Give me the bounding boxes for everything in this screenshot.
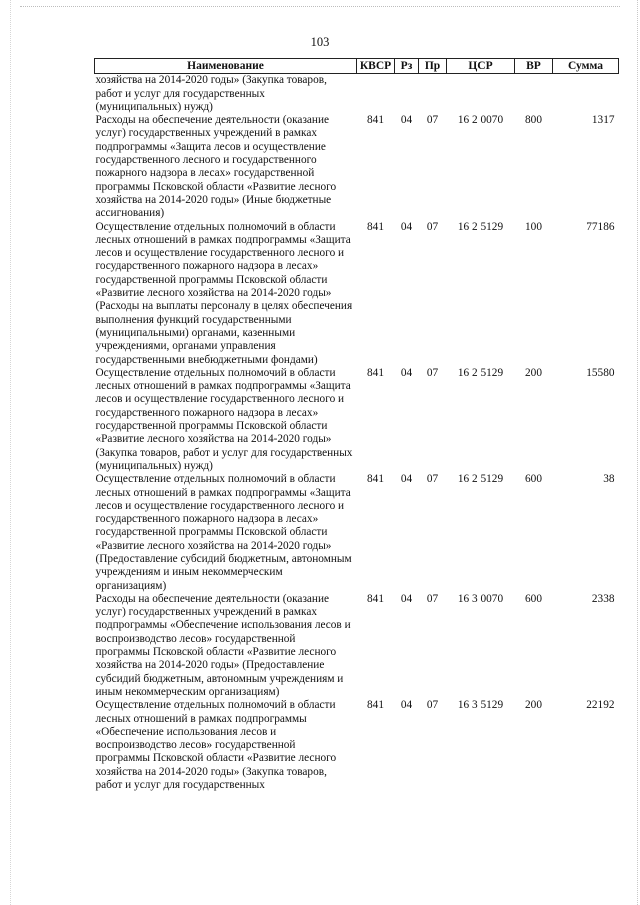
row-pr: 07	[426, 114, 439, 127]
row-vr: 600	[525, 473, 542, 486]
row-vr: 200	[525, 366, 542, 379]
row-kvsr: 841	[367, 114, 384, 127]
row-kvsr	[357, 74, 395, 114]
row-vr: 200	[525, 699, 542, 712]
row-name: Осуществление отдельных полномочий в области лесных отношений в рамках подпрограммы «Обеспечение использования лесов и воспроизводство лесов» государственной программы Псковской области «Развитие лесного хозяйства на 2014-2020 годы» (Закупка товаров, работ и услуг для государственных	[95, 699, 337, 792]
table-row	[95, 367, 619, 473]
row-kvsr: 841	[367, 699, 384, 712]
table-row	[95, 473, 619, 593]
row-kvsr: 841	[367, 592, 384, 605]
row-csr: 16 3 0070	[457, 592, 504, 605]
table-row	[95, 74, 619, 114]
row-csr: 16 3 5129	[457, 699, 504, 712]
row-pr: 07	[426, 220, 439, 233]
row-pr: 07	[426, 473, 439, 486]
row-vr: 100	[525, 220, 542, 233]
row-rz: 04	[400, 592, 413, 605]
page-number: 103	[310, 35, 330, 49]
row-kvsr: 841	[367, 220, 384, 233]
row-sum: 1317	[591, 114, 615, 127]
table-row	[95, 221, 619, 367]
row-pr: 07	[426, 699, 439, 712]
row-rz: 04	[400, 114, 413, 127]
row-sum: 22192	[586, 699, 615, 712]
scan-edge-top	[20, 6, 620, 7]
header-kvsr: КВСР	[357, 59, 395, 74]
row-csr	[447, 74, 515, 114]
row-name: Расходы на обеспечение деятельности (оказание услуг) государственных учреждений в рамках подпрограммы «Обеспечение использования лесов и воспроизводство лесов» государственной программы Псковской области «Развитие лесного хозяйства на 2014-2020 годы» (Предоставление субсидий бюджетным, автономным учреждениям и иным некоммерческим организациям)	[95, 592, 351, 698]
header-vr: ВР	[515, 59, 553, 74]
table-row	[95, 114, 619, 220]
row-kvsr: 841	[367, 366, 384, 379]
row-name: Осуществление отдельных полномочий в области лесных отношений в рамках подпрограммы «Защита лесов и осуществление государственного лесного и государственного пожарного надзора в лесах» государственной программы Псковской области «Развитие лесного хозяйства на 2014-2020 годы» (Закупка товаров, работ и услуг для государственных (муниципальных) нужд)	[95, 366, 353, 472]
row-rz: 04	[400, 220, 413, 233]
row-csr: 16 2 5129	[457, 366, 504, 379]
row-sum: 15580	[586, 366, 615, 379]
row-csr: 16 2 5129	[457, 220, 504, 233]
row-vr	[515, 74, 553, 114]
row-sum	[553, 74, 619, 114]
row-sum: 38	[603, 473, 615, 486]
row-rz: 04	[400, 473, 413, 486]
table-row	[95, 699, 619, 792]
row-rz	[395, 74, 419, 114]
row-vr: 600	[525, 592, 542, 605]
row-vr: 800	[525, 114, 542, 127]
row-sum: 77186	[586, 220, 615, 233]
row-name: хозяйства на 2014-2020 годы» (Закупка товаров, работ и услуг для государственных (муниципальных) нужд)	[95, 74, 327, 113]
header-rz: Рз	[395, 59, 419, 74]
header-pr: Пр	[419, 59, 447, 74]
header-csr: ЦСР	[447, 59, 515, 74]
scan-edge-left	[10, 0, 11, 905]
row-rz: 04	[400, 699, 413, 712]
row-name: Осуществление отдельных полномочий в области лесных отношений в рамках подпрограммы «Защита лесов и осуществление государственного лесного и государственного пожарного надзора в лесах» государственной программы Псковской области «Развитие лесного хозяйства на 2014-2020 годы» (Предоставление субсидий бюджетным, автономным учреждениям и иным некоммерческим организациям)	[95, 473, 352, 592]
row-name: Осуществление отдельных полномочий в области лесных отношений в рамках подпрограммы «Защита лесов и осуществление государственного лесного и государственного пожарного надзора в лесах» государственной программы Псковской области «Развитие лесного хозяйства на 2014-2020 годы» (Расходы на выплаты персоналу в целях обеспечения выполнения функций государственными (муниципальными) органами, казенными учреждениями, органами управления государственными внебюджетными фондами)	[95, 220, 353, 366]
budget-table	[94, 58, 619, 792]
row-csr: 16 2 0070	[457, 114, 504, 127]
row-rz: 04	[400, 366, 413, 379]
row-pr	[419, 74, 447, 114]
table-row	[95, 593, 619, 699]
row-pr: 07	[426, 366, 439, 379]
scan-edge-right	[637, 0, 638, 905]
row-csr: 16 2 5129	[457, 473, 504, 486]
header-name: Наименование	[95, 59, 357, 74]
row-pr: 07	[426, 592, 439, 605]
row-kvsr: 841	[367, 473, 384, 486]
row-name: Расходы на обеспечение деятельности (оказание услуг) государственных учреждений в рамках подпрограммы «Защита лесов и осуществление государственного лесного и государственного пожарного надзора в лесах» государственной программы Псковской области «Развитие лесного хозяйства на 2014-2020 годы» (Иные бюджетные ассигнования)	[95, 114, 337, 220]
header-sum: Сумма	[553, 59, 619, 74]
table-header-row	[95, 59, 619, 74]
row-sum: 2338	[591, 592, 615, 605]
